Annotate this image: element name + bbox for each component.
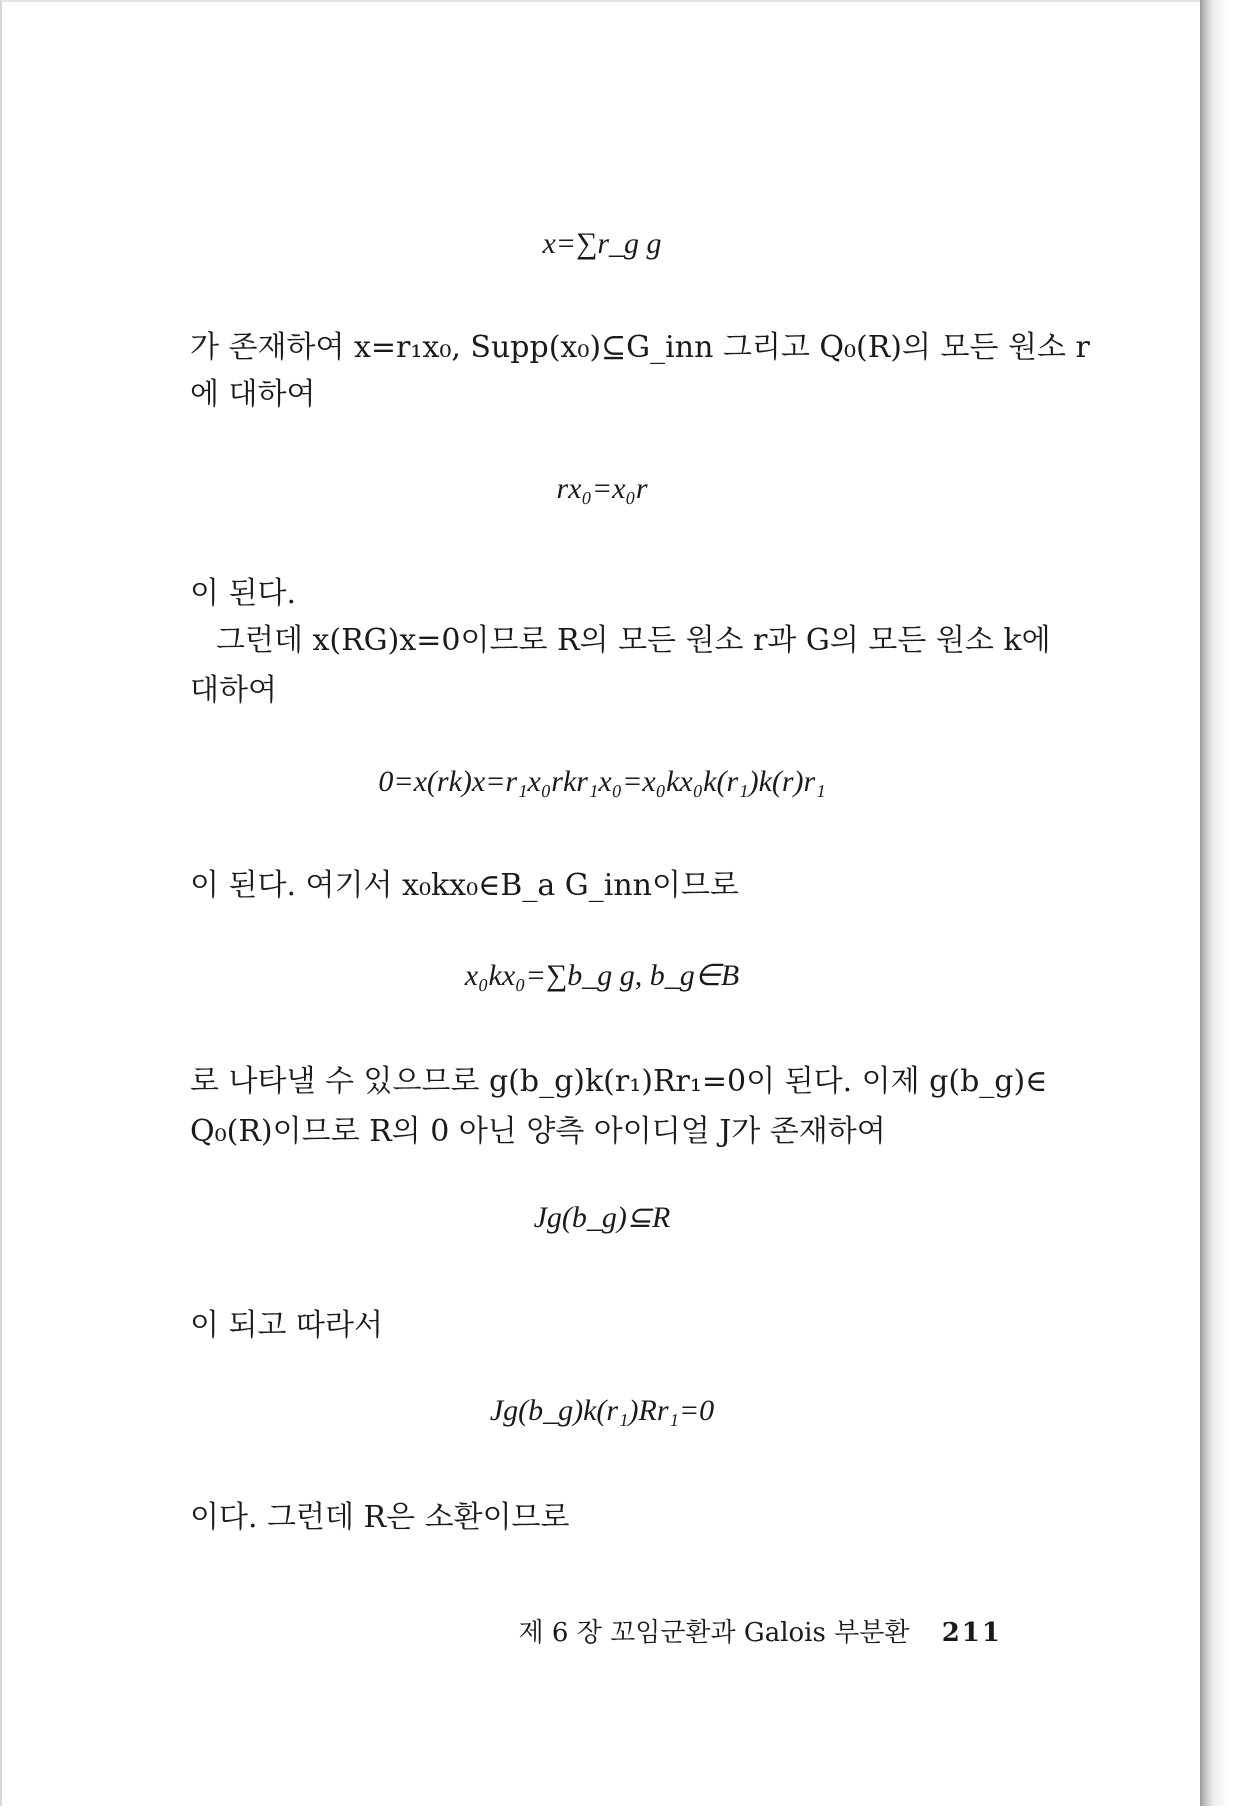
page-number: 211 [941,1618,1002,1648]
equation-2: rx₀=x₀r [556,472,648,505]
equation-5: Jg(b_g)⊆R [533,1201,671,1234]
equation-1: x=∑r_g g [542,227,662,260]
paragraph-6: 이 되고 따라서 [190,1308,383,1343]
equation-4: x₀kx₀=∑b_g g, b_g∈B [464,959,740,992]
paragraph-4: 이 된다. 여기서 x₀kx₀∈B_a G_inn이므로 [190,868,739,903]
chapter-title: 제 6 장 꼬임군환과 Galois 부분환 [518,1618,910,1648]
paragraph-1-line-1: 가 존재하여 x=r₁x₀, Supp(x₀)⊆G_inn 그리고 Q₀(R)의 모든 원소 r [190,330,1090,365]
paragraph-2: 이 된다. [190,576,297,611]
paragraph-3-line-2: 대하여 [190,673,277,708]
paragraph-5-line-2: Q₀(R)이므로 R의 0 아닌 양측 아이디얼 J가 존재하여 [190,1114,886,1149]
equation-3: 0=x(rk)x=r₁x₀rkr₁x₀=x₀kx₀k(r₁)k(r)r₁ [378,765,826,798]
paragraph-1-line-2: 에 대하여 [190,377,316,412]
running-footer [2,1612,1002,1649]
equation-6: Jg(b_g)k(r₁)Rr₁=0 [489,1394,715,1427]
page-content [2,2,1202,1808]
paragraph-3-line-1: 그런데 x(RG)x=0이므로 R의 모든 원소 r과 G의 모든 원소 k에 [216,623,1051,658]
paragraph-5-line-1: 로 나타낼 수 있으므로 g(b_g)k(r₁)Rr₁=0이 된다. 이제 g(b_g)∈ [190,1064,1048,1099]
paragraph-7: 이다. 그런데 R은 소환이므로 [190,1500,570,1535]
page-edge-shadow [1200,0,1256,1806]
